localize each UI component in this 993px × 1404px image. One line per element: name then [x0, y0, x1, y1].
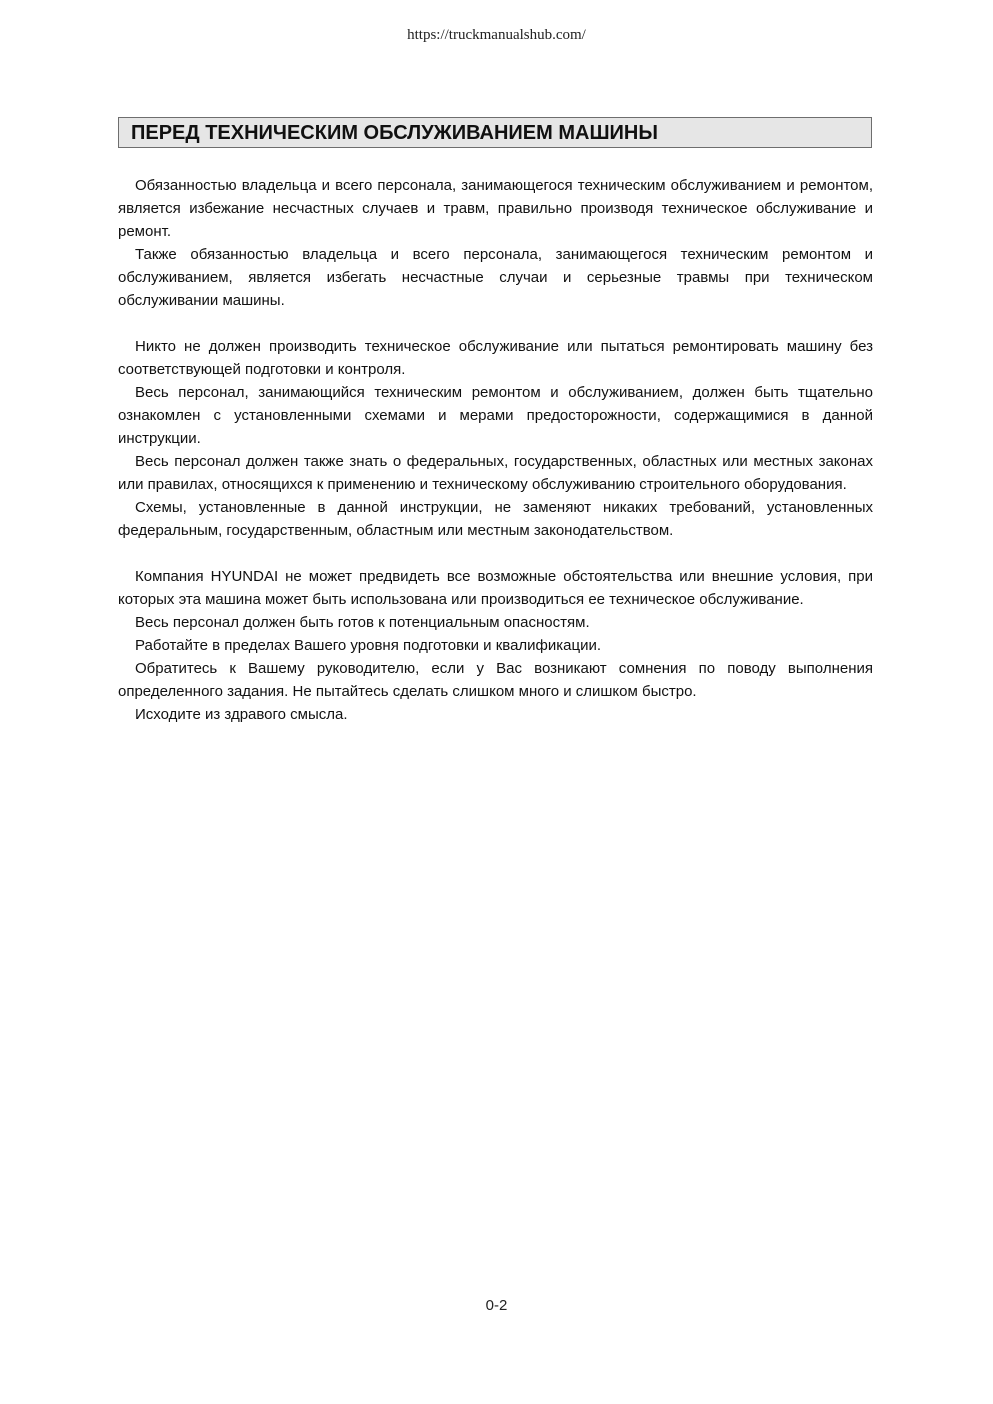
paragraph: Весь персонал должен также знать о федеральных, государственных, областных или местных законах или правилах, относящихся к применению и техническому обслуживанию строительного оборудования.: [118, 453, 873, 493]
page-number: 0-2: [485, 1297, 508, 1314]
paragraph: Весь персонал, занимающийся техническим ремонтом и обслуживанием, должен быть тщательно ознакомлен с установленными схемами и мерами предосторожности, содержащимися в данной инструкции.: [118, 384, 873, 447]
paragraph: Работайте в пределах Вашего уровня подготовки и квалификации.: [135, 637, 602, 654]
paragraph: Схемы, установленные в данной инструкции, не заменяют никаких требований, установленных федеральным, государственным, областным или местным законодательством.: [118, 499, 873, 539]
paragraph: Компания HYUNDAI не может предвидеть все возможные обстоятельства или внешние условия, при которых эта машина может быть использована или производиться ее техническое обслуживание.: [118, 568, 873, 608]
section-hazards-common-sense: [118, 565, 873, 726]
section-owner-responsibility: [118, 174, 873, 312]
section-title-box: [118, 117, 872, 148]
paragraph: Обязанностью владельца и всего персонала, занимающегося техническим обслуживанием и ремонтом, является избежание несчастных случаев и травм, правильно производя техническое обслуживание и ремонт.: [118, 177, 873, 240]
paragraph: Обратитесь к Вашему руководителю, если у Вас возникают сомнения по поводу выполнения определенного задания. Не пытайтесь сделать слишком много и слишком быстро.: [118, 660, 873, 700]
header-url: https://truckmanualshub.com/: [407, 27, 586, 43]
paragraph: Исходите из здравого смысла.: [135, 706, 348, 723]
page-title: ПЕРЕД ТЕХНИЧЕСКИМ ОБСЛУЖИВАНИЕМ МАШИНЫ: [131, 122, 658, 144]
document-body: [118, 174, 873, 726]
section-personnel-training: [118, 335, 873, 542]
paragraph: Также обязанностью владельца и всего персонала, занимающегося техническим ремонтом и обслуживанием, является избегать несчастные случаи и серьезные травмы при техническом обслуживании машины.: [118, 246, 873, 309]
paragraph: Никто не должен производить техническое обслуживание или пытаться ремонтировать машину без соответствующей подготовки и контроля.: [118, 338, 873, 378]
paragraph: Весь персонал должен быть готов к потенциальным опасностям.: [135, 614, 590, 631]
